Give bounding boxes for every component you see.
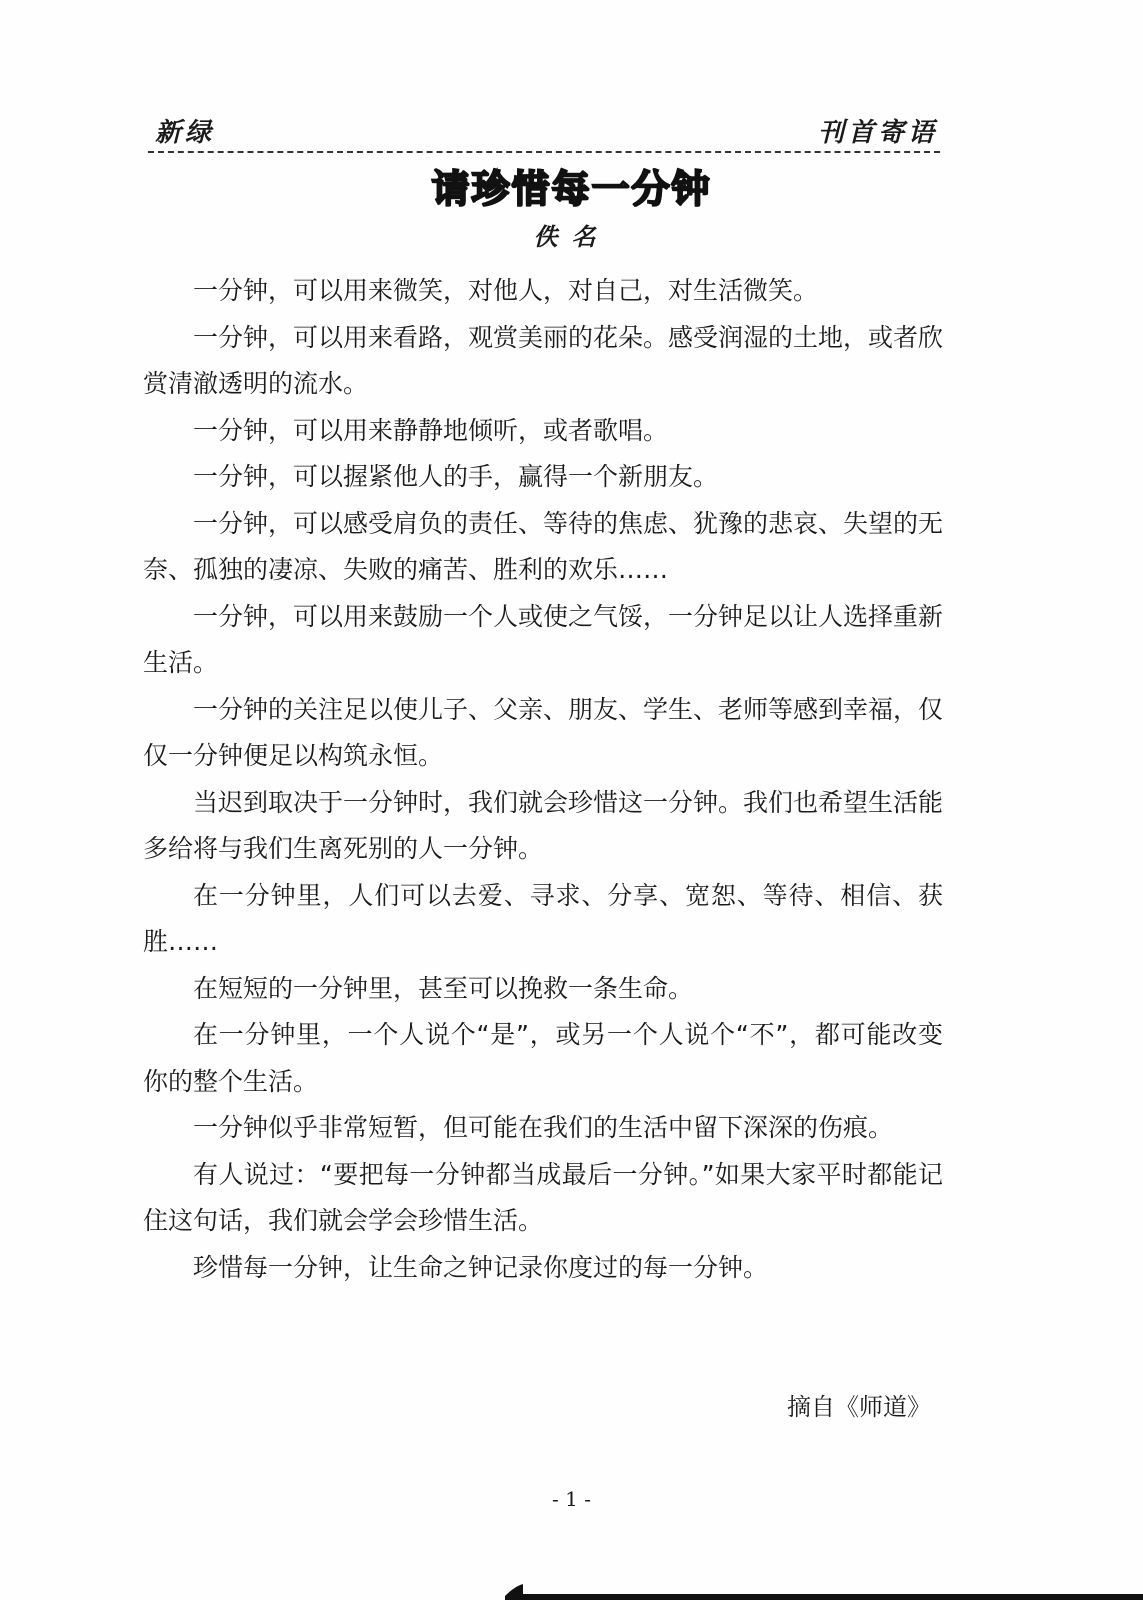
header-divider [148,151,940,153]
paragraph: 珍惜每一分钟，让生命之钟记录你度过的每一分钟。 [193,1252,769,1282]
paragraph: 一分钟，可以用来看路，观赏美丽的花朵。感受润湿的土地，或者欣赏清澈透明的流水。 [143,322,944,398]
paragraph: 有人说过：“要把每一分钟都当成最后一分钟。”如果大家平时都能记住这句话，我们就会学会珍惜生活。 [143,1159,943,1235]
paragraph: 在一分钟里，一个人说个“是”，或另一个人说个“不”，都可能改变你的整个生活。 [143,1020,943,1096]
paragraph: 一分钟，可以用来静静地倾听，或者歌唱。 [193,415,669,445]
article-author: 佚名 [533,222,610,251]
paragraph: 在短短的一分钟里，甚至可以挽救一条生命。 [193,973,694,1003]
paragraph: 一分钟，可以用来鼓励一个人或使之气馁，一分钟足以让人选择重新生活。 [143,601,944,677]
page-edge-mark [505,1582,1143,1600]
paragraph: 一分钟的关注足以使儿子、父亲、朋友、学生、老师等感到幸福，仅仅一分钟便足以构筑永恒。 [143,694,944,770]
paragraph: 一分钟，可以握紧他人的手，赢得一个新朋友。 [193,462,719,491]
article-body [143,268,943,1291]
article-title: 请珍惜每一分钟 [431,167,712,211]
paragraph: 一分钟，可以用来微笑，对他人，对自己，对生活微笑。 [193,276,819,305]
paragraph: 当迟到取决于一分钟时，我们就会珍惜这一分钟。我们也希望生活能多给将与我们生离死别的人一分钟。 [143,787,944,863]
article-source: 摘自《师道》 [787,1393,931,1421]
paragraph: 在一分钟里，人们可以去爱、寻求、分享、宽恕、等待、相信、获胜…… [143,880,943,956]
paragraph: 一分钟，可以感受肩负的责任、等待的焦虑、犹豫的悲哀、失望的无奈、孤独的凄凉、失败的痛苦、胜利的欢乐…… [143,508,944,584]
header-section-name: 刊首寄语 [817,118,938,148]
paragraph: 一分钟似乎非常短暂，但可能在我们的生活中留下深深的伤痕。 [193,1113,894,1142]
page-number: - 1 - [552,1487,591,1511]
header-column-name: 新绿 [155,118,216,148]
